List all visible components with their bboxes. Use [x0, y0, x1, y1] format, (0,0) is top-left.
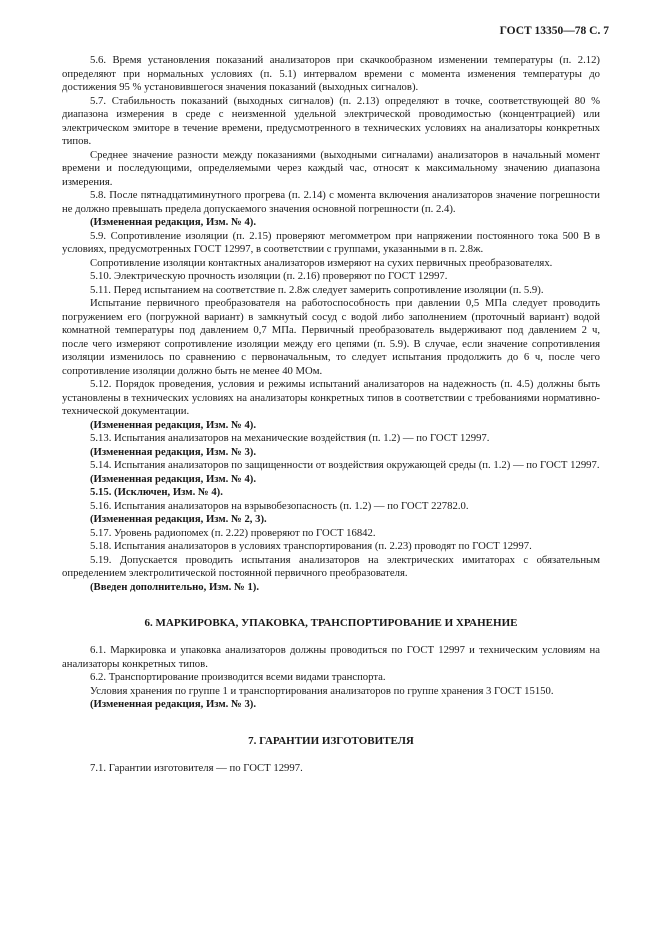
page-header: ГОСТ 13350—78 С. 7	[499, 25, 609, 37]
para-7-1: 7.1. Гарантии изготовителя — по ГОСТ 12997.	[90, 761, 303, 774]
para-5-19: 5.19. Допускается проводить испытания анализаторов на электрических имитаторах с обязательным определением электролитической постоянной первичного преобразователя.	[62, 553, 600, 579]
section-7-heading: 7. ГАРАНТИИ ИЗГОТОВИТЕЛЯ	[248, 734, 414, 747]
amendment-note: (Измененная редакция, Изм. № 4).	[90, 216, 257, 228]
para-5-8: 5.8. После пятнадцатиминутного прогрева (п. 2.14) с момента включения анализаторов значение погрешности не должно превышать предела допускаемого значения основной погрешности (п. 2.4).	[62, 189, 600, 215]
para-5-6: 5.6. Время установления показаний анализаторов при скачкообразном изменении температуры (п. 2.12) определяют при нормальных условиях (п. 5.1) интервалом времени с момента изменения температуры до достижения 95 % установившегося значения показаний (выходных сигналов).	[62, 54, 600, 93]
para-5-15: 5.15. (Исключен, Изм. № 4).	[90, 486, 223, 498]
para-5-17: 5.17. Уровень радиопомех (п. 2.22) проверяют по ГОСТ 16842.	[90, 526, 376, 539]
para-5-11: 5.11. Перед испытанием на соответствие п. 2.8ж следует замерить сопротивление изоляции (п. 5.9).	[90, 283, 544, 296]
para-5-18: 5.18. Испытания анализаторов в условиях транспортирования (п. 2.23) проводят по ГОСТ 12997.	[90, 540, 532, 552]
amendment-note: (Измененная редакция, Изм. № 3).	[90, 445, 257, 458]
document-body	[62, 54, 600, 775]
section-6-heading: 6. МАРКИРОВКА, УПАКОВКА, ТРАНСПОРТИРОВАНИЕ И ХРАНЕНИЕ	[144, 617, 518, 629]
amendment-note: (Введен дополнительно, Изм. № 1).	[90, 580, 260, 593]
amendment-note: (Измененная редакция, Изм. № 4).	[90, 472, 257, 485]
para-5-11-cont: Испытание первичного преобразователя на работоспособность при давлении 0,5 МПа следует проводить погружением его (погружной вариант) в замкнутый сосуд с водой либо заполнением (проточный вариант) водой комнатной температуры под давлением 0,7 МПа. Первичный преобразователь выдерживают под давлением 2 ч, после чего измеряют сопротивление изоляции между его цепями (п. 5.9). В случае, если значение сопротивления изоляции изменилось по сравнению с первоначальным, то следует испытания продолжить до 6 ч, после чего сопротивление изоляции должно быть не менее 40 МОм.	[62, 297, 600, 377]
para-5-7-cont: Среднее значение разности между показаниями (выходными сигналами) анализаторов в начальный момент времени и последующими, определяемыми через каждый час, относят к максимальному значению диапазона измерения.	[62, 148, 600, 188]
para-5-16: 5.16. Испытания анализаторов на взрывобезопасность (п. 1.2) — по ГОСТ 22782.0.	[90, 499, 469, 512]
amendment-note: (Измененная редакция, Изм. № 4).	[90, 418, 257, 431]
para-5-14: 5.14. Испытания анализаторов по защищенности от воздействия окружающей среды (п. 1.2) — по ГОСТ 12997.	[90, 459, 600, 471]
para-6-1: 6.1. Маркировка и упаковка анализаторов должны проводиться по ГОСТ 12997 и техническим условиям на анализаторы конкретных типов.	[62, 644, 600, 670]
para-5-7: 5.7. Стабильность показаний (выходных сигналов) (п. 2.13) определяют в точке, соответствующей 80 % диапазона измерения в среде с неизменной удельной электрической проводимостью (концентрацией) или электрическом эмиторе в течение времени, предусмотренного в технических условиях на анализаторы конкретных типов.	[62, 94, 600, 147]
para-6-2-cont: Условия хранения по группе 1 и транспортирования анализаторов по группе хранения 3 ГОСТ 15150.	[90, 684, 554, 697]
amendment-note: (Измененная редакция, Изм. № 2, 3).	[90, 513, 267, 525]
para-5-12: 5.12. Порядок проведения, условия и режимы испытаний анализаторов на надежность (п. 4.5) должны быть установлены в технических условиях на анализаторы конкретных типов в соответствии с требованиями нормативно-технической документации.	[62, 378, 600, 417]
para-5-13: 5.13. Испытания анализаторов на механические воздействия (п. 1.2) — по ГОСТ 12997.	[90, 432, 490, 444]
amendment-note: (Измененная редакция, Изм. № 3).	[90, 698, 257, 710]
para-5-10: 5.10. Электрическую прочность изоляции (п. 2.16) проверяют по ГОСТ 12997.	[90, 270, 448, 282]
para-5-9-cont: Сопротивление изоляции контактных анализаторов измеряют на сухих первичных преобразователях.	[90, 256, 553, 269]
para-6-2: 6.2. Транспортирование производится всеми видами транспорта.	[90, 671, 386, 683]
para-5-9: 5.9. Сопротивление изоляции (п. 2.15) проверяют мегомметром при напряжении постоянного тока 500 В в условиях, предусмотренных ГОСТ 12997, в соответствии с группами, указанными в п. 2.8ж.	[62, 229, 600, 255]
